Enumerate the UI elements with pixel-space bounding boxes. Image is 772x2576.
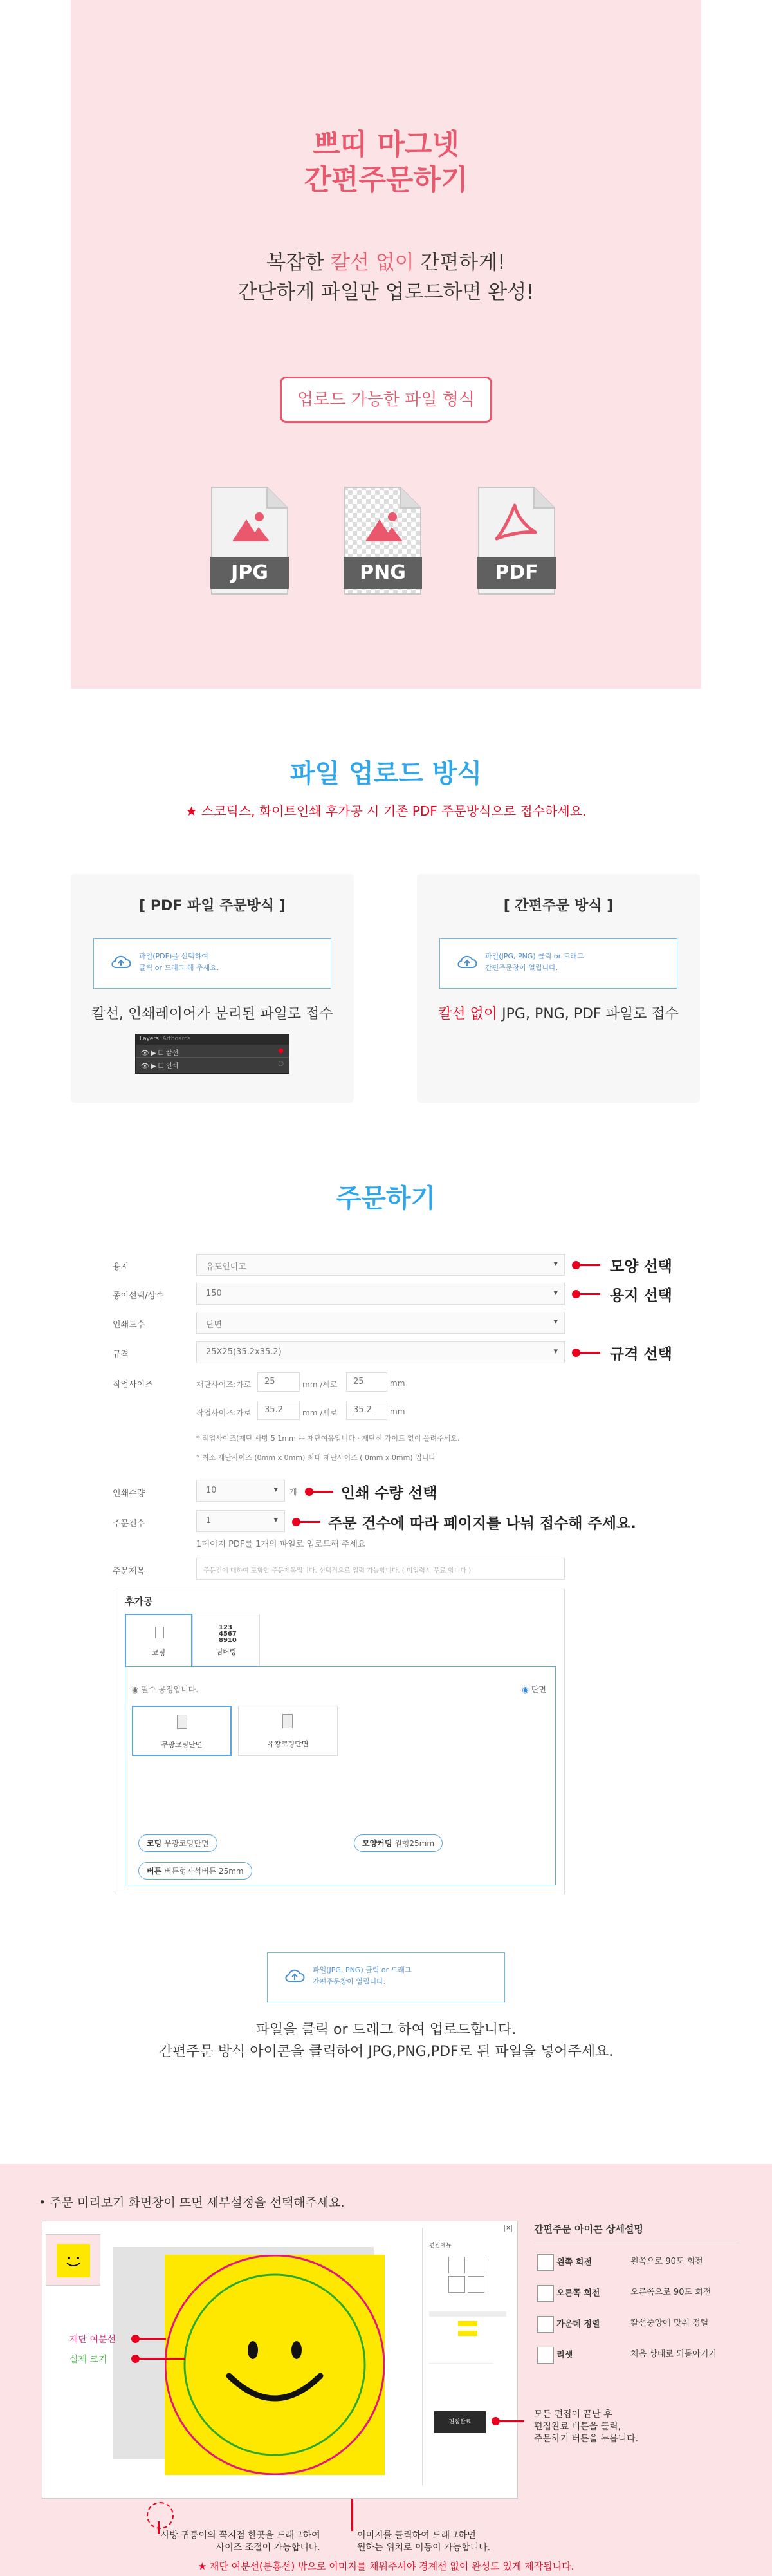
hero-title-1: 쁘띠 마그넷 — [313, 128, 459, 161]
order-upload-box[interactable]: 파일(JPG, PNG) 클릭 or 드래그 간편주문창이 열립니다. — [267, 1952, 505, 2002]
upload-notice: ★ 스코딕스, 화이트인쇄 후가공 시 기존 PDF 주문방식으로 접수하세요. — [185, 803, 587, 819]
ann-qty: 인쇄 수량 선택 — [341, 1485, 437, 1502]
preview-image[interactable] — [165, 2255, 385, 2475]
post-processing-panel: 후가공 코팅 123 4567 8910 넘버링 ◉ 필수 공정입니다. ◉ 단면 무광코팅단면 유광코팅단면 — [115, 1589, 565, 1894]
pill-button: 버튼 버튼형자석버튼 25mm — [138, 1862, 252, 1880]
cut-width-input[interactable]: 25 — [257, 1372, 300, 1392]
radio-single[interactable]: ◉ 단면 — [522, 1685, 546, 1694]
order-count-select[interactable]: 1 ▾ — [196, 1510, 285, 1532]
ann-size: 규격 선택 — [610, 1346, 672, 1363]
cloud-upload-icon — [111, 955, 131, 970]
rotate-right-icon[interactable] — [468, 2257, 484, 2273]
simple-upload-box[interactable]: 파일(JPG, PNG) 클릭 or 드래그 간편주문창이 열립니다. — [439, 938, 677, 989]
align-center-icon — [537, 2316, 554, 2333]
ann-count: 주문 건수에 따라 페이지를 나눠 접수해 주세요. — [328, 1515, 636, 1532]
edit-complete-button[interactable]: 편집완료 — [434, 2411, 486, 2433]
real-size-label: 실제 크기 — [69, 2355, 107, 2365]
stock-select[interactable]: 150 ▾ — [196, 1283, 565, 1305]
edit-panel: 편집메뉴 편집완료 — [422, 2228, 515, 2485]
cut-height-input[interactable]: 25 — [346, 1372, 387, 1392]
reset-icon — [537, 2347, 554, 2364]
preview-window — [42, 2221, 518, 2499]
work-width-input[interactable]: 35.2 — [257, 1401, 300, 1420]
pill-shape: 모양커팅 원형25mm — [354, 1834, 443, 1852]
ann-shape: 모양 선택 — [610, 1258, 672, 1275]
real-size-circle — [185, 2275, 365, 2455]
size-select[interactable]: 25X25(35.2x35.2) ▾ — [196, 1341, 565, 1363]
upload-section-title: 파일 업로드 방식 — [290, 759, 482, 789]
close-icon[interactable]: × — [504, 2225, 512, 2232]
preview-heading: • 주문 미리보기 화면창이 뜨면 세부설정을 선택해주세요. — [39, 2196, 345, 2210]
layer-row-cut[interactable]: 👁 ▶ ☐ 칼선 ● — [136, 1045, 289, 1058]
ann-paper: 용지 선택 — [610, 1287, 672, 1304]
pdf-method-card — [71, 874, 354, 1103]
hero-title-2: 간편주문하기 — [304, 163, 468, 196]
legend-title: 간편주문 아이콘 상세설명 — [534, 2223, 643, 2235]
order-title-input[interactable]: 주문건에 대하여 포함할 주문제목입니다. 선택적으로 입력 가능합니다. ( 미입력시 무료 합니다 ) — [196, 1558, 565, 1580]
png-file-icon: PNG — [344, 486, 422, 595]
cut-margin-label: 재단 여분선 — [69, 2335, 116, 2345]
order-foot-2: 간편주문 방식 아이콘을 클릭하여 JPG,PNG,PDF로 된 파일을 넣어주세요. — [158, 2044, 614, 2060]
pdf-file-icon: PDF — [477, 486, 556, 595]
finish-caption: 모든 편집이 끝난 후 편집완료 버튼을 클릭, 주문하기 버튼을 누릅니다. — [534, 2409, 639, 2444]
reset-icon[interactable] — [468, 2276, 484, 2293]
hero-sub-2: 간단하게 파일만 업로드하면 완성! — [237, 281, 535, 304]
option-gloss[interactable]: 유광코팅단면 — [238, 1706, 338, 1756]
image-drag-caption: 이미지를 클릭하여 드래그하면 원하는 위치로 이동이 가능합니다. — [357, 2530, 491, 2553]
rotate-right-icon — [537, 2285, 554, 2302]
preview-section — [0, 2164, 772, 2576]
hero-sub-1: 복잡한 칼선 없이 간편하게! — [266, 251, 506, 274]
option-matte[interactable]: 무광코팅단면 — [132, 1706, 232, 1756]
pdf-method-heading: [ PDF 파일 주문방식 ] — [139, 898, 286, 914]
pill-coating: 코팅 무광코팅단면 — [138, 1834, 217, 1852]
jpg-file-icon: JPG — [210, 486, 289, 595]
layers-panel: Layers Artboards 👁 ▶ ☐ 칼선 ● 👁 ▶ ☐ 인쇄 ○ — [135, 1034, 290, 1074]
corner-drag-caption: 사방 귀퉁이의 꼭지점 한곳을 드래그하여 사이즈 조절이 가능합니다. — [161, 2530, 320, 2553]
order-section-title: 주문하기 — [336, 1184, 436, 1213]
simple-method-desc: 칼선 없이 JPG, PNG, PDF 파일로 접수 — [438, 1006, 679, 1022]
thumbnail[interactable] — [46, 2234, 100, 2286]
simple-method-heading: [ 간편주문 방식 ] — [503, 898, 614, 914]
paper-select[interactable]: 유포인디고 ▾ — [196, 1254, 565, 1276]
file-format-button: 업로드 가능한 파일 형식 — [280, 377, 492, 423]
radio-required[interactable]: ◉ 필수 공정입니다. — [132, 1685, 199, 1694]
rotate-left-icon — [537, 2254, 554, 2271]
layer-row-print[interactable]: 👁 ▶ ☐ 인쇄 ○ — [141, 1060, 284, 1070]
order-foot-1: 파일을 클릭 or 드래그 하여 업로드합니다. — [255, 2022, 517, 2038]
cloud-upload-icon — [284, 1968, 305, 1984]
print-color-select[interactable]: 단면 ▾ — [196, 1312, 565, 1334]
simple-method-card — [417, 874, 700, 1103]
pdf-upload-box[interactable]: 파일(PDF)을 선택하여 클릭 or 드래그 해 주세요. — [93, 938, 331, 989]
quantity-select[interactable]: 10 ▾ — [196, 1480, 285, 1502]
rotate-left-icon[interactable] — [448, 2257, 465, 2273]
align-center-icon[interactable] — [448, 2276, 465, 2293]
tab-coating[interactable]: 코팅 — [125, 1614, 192, 1666]
cloud-upload-icon — [457, 955, 477, 970]
work-height-input[interactable]: 35.2 — [346, 1401, 387, 1420]
tab-numbering[interactable]: 123 4567 8910 넘버링 — [192, 1614, 260, 1666]
legend-list: 왼쪽 회전 왼쪽으로 90도 회전 오른쪽 회전 오른쪽으로 90도 회전 가운데 정렬 칼선중앙에 맞춰 정렬 리셋 처음 상태로 되돌아기기 — [537, 2254, 737, 2378]
cut-margin-circle — [165, 2255, 384, 2474]
pdf-method-desc: 칼선, 인쇄레이어가 분리된 파일로 접수 — [91, 1006, 333, 1022]
hero-section — [71, 0, 701, 689]
preview-notice: ★ 재단 여분선(분홍선) 밖으로 이미지를 채워주셔야 경계선 없이 완성도 있게 제작됩니다. — [198, 2561, 574, 2572]
